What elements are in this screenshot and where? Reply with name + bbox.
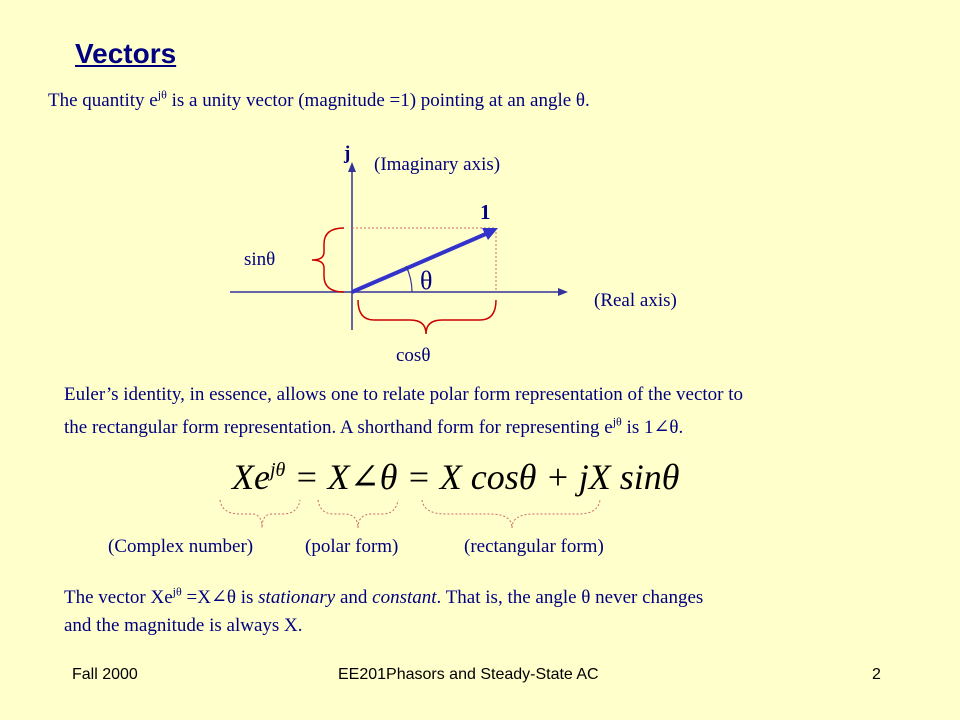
real-axis-arrowhead: [558, 288, 568, 296]
complex-number-label: (Complex number): [108, 536, 254, 557]
euler-paragraph: [64, 378, 914, 444]
polar-form-label: (polar form): [305, 536, 399, 557]
j-label: j: [344, 143, 351, 164]
euler-line-2-sup: jθ: [612, 414, 622, 429]
stationary-t1: The vector Xe: [64, 587, 173, 608]
euler-line-2-pre: the rectangular form representation. A shorthand form for representing e: [64, 417, 613, 438]
footer-date: Fall 2000: [72, 666, 138, 683]
stationary-t3: and: [335, 587, 373, 608]
euler-line-2-post: is 1∠θ.: [621, 417, 684, 438]
stationary-em-2: constant: [372, 587, 437, 608]
stationary-paragraph: [64, 584, 914, 640]
sin-brace: [312, 228, 344, 292]
magnitude-one-label: 1: [480, 200, 491, 224]
stationary-line-2: and the magnitude is always X.: [64, 615, 303, 636]
theta-label: θ: [420, 266, 433, 295]
real-axis-label: (Real axis): [594, 290, 677, 311]
stationary-sup: jθ: [172, 584, 182, 599]
sin-label: sinθ: [244, 249, 276, 270]
stationary-t2: =X∠θ is: [181, 587, 259, 608]
intro-sup: jθ: [157, 87, 167, 102]
cos-label: cosθ: [396, 345, 431, 366]
stationary-t4: . That is, the angle θ never changes: [436, 587, 704, 608]
imaginary-axis-label: (Imaginary axis): [374, 154, 501, 175]
equation-exponent: jθ: [269, 459, 286, 481]
intro-pre: The quantity e: [48, 90, 158, 111]
stationary-em-1: stationary: [258, 587, 336, 608]
rectangular-form-label: (rectangular form): [464, 536, 604, 557]
equation-xe: Xe: [232, 457, 270, 497]
polar-brace: [318, 500, 398, 528]
euler-line-1: Euler’s identity, in essence, allows one to relate polar form representation of the vector to: [64, 384, 744, 405]
slide-title: Vectors: [75, 38, 177, 69]
intro-post: is a unity vector (magnitude =1) pointing at an angle θ.: [166, 90, 590, 111]
cos-brace: [358, 300, 496, 334]
equation-rest: = X∠θ = X cosθ + jX sinθ: [285, 457, 680, 497]
footer-course: EE201Phasors and Steady-State AC: [338, 666, 599, 683]
stationary-line-1: [64, 584, 914, 612]
rectangular-brace: [422, 500, 600, 528]
complex-brace: [220, 500, 300, 528]
footer-page-number: 2: [872, 666, 881, 683]
euler-line-2: [64, 411, 914, 444]
euler-equation: [232, 456, 679, 498]
